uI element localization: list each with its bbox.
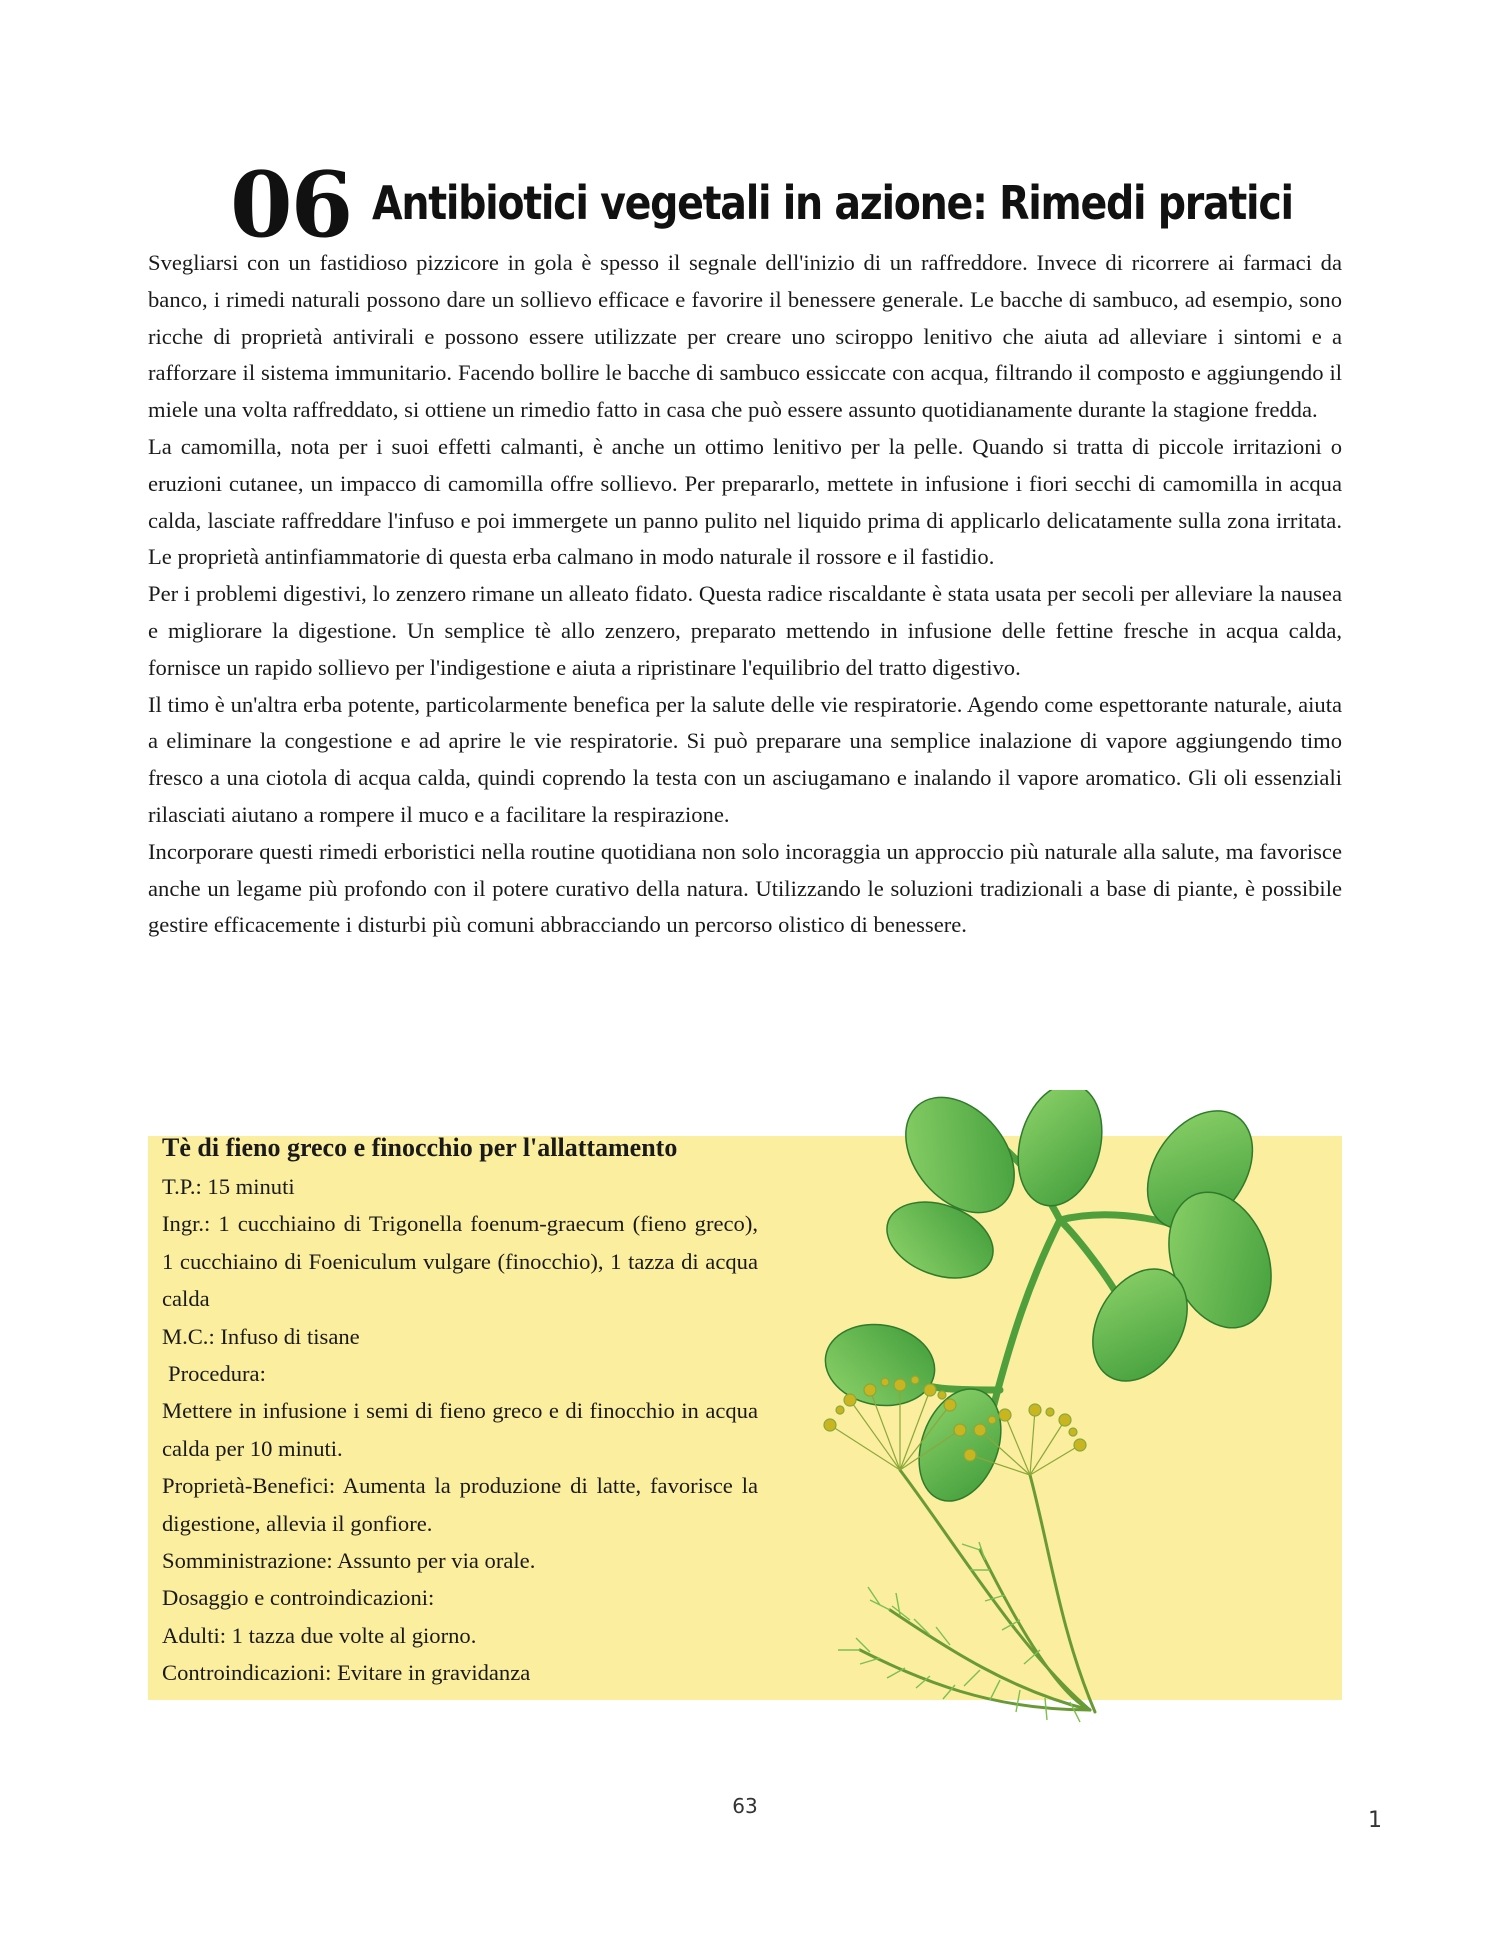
paragraph: Svegliarsi con un fastidioso pizzicore in gola è spesso il segnale dell'inizio di un raffreddore. Invece di ricorrere ai farmaci da banco, i rimedi naturali possono dare un sollievo efficace e favorire il benessere generale. Le bacche di sambuco, ad esempio, sono ricche di proprietà antivirali e possono essere utilizzate per creare uno sciroppo lenitivo che aiuta ad alleviare i sintomi e a rafforzare il sistema immunitario. Facendo bollire le bacche di sambuco essiccate con acqua, filtrando il composto e aggiungendo il miele una volta raffreddato, si ottiene un rimedio fatto in casa che può essere assunto quotidianamente durante la stagione fredda. bbox=[148, 250, 1342, 423]
paragraph: Per i problemi digestivi, lo zenzero rimane un alleato fidato. Questa radice riscaldante è stata usata per secoli per alleviare la nausea e migliorare la digestione. Un semplice tè allo zenzero, preparato mettendo in infusione delle fettine fresche in acqua calda, fornisce un rapido sollievo per l'indigestione e aiuta a ripristinare l'equilibrio del tratto digestivo. bbox=[148, 581, 1342, 680]
paragraph: Incorporare questi rimedi erboristici nella routine quotidiana non solo incoraggia un approccio più naturale alla salute, ma favorisce anche un legame più profondo con il potere curativo della natura. Utilizzando le soluzioni tradizionali a base di piante, è possibile gestire efficacemente i disturbi più comuni abbracciando un percorso olistico di benessere. bbox=[148, 838, 1342, 938]
recipe-procedure: Mettere in infusione i semi di fieno greco e di finocchio in acqua calda per 10 minuti. bbox=[162, 1398, 758, 1461]
fenugreek-fennel-illustration bbox=[760, 1090, 1440, 1760]
recipe-dosage-label: Dosaggio e controindicazioni: bbox=[162, 1585, 435, 1611]
recipe-method: M.C.: Infuso di tisane bbox=[162, 1323, 360, 1349]
recipe-prep-time: T.P.: 15 minuti bbox=[162, 1174, 295, 1199]
fenugreek-leaves bbox=[819, 1090, 1289, 1512]
recipe-contraindications: Controindicazioni: Evitare in gravidanza bbox=[162, 1660, 531, 1686]
recipe-benefits: Proprietà-Benefici: Aumenta la produzione di latte, favorisce la digestione, allevia il gonfiore. bbox=[162, 1473, 758, 1536]
paragraph: La camomilla, nota per i suoi effetti calmanti, è anche un ottimo lenitivo per la pelle. Quando si tratta di piccole irritazioni o eruzioni cutanee, un impacco di camomilla offre sollievo. Per prepararlo, mettete in infusione i fiori secchi di camomilla in acqua calda, lasciate raffreddare l'infuso e poi immergete un panno pulito nel liquido prima di applicarlo delicatamente sulla zona irritata. Le proprietà antinfiammatorie di questa erba calmano in modo naturale il rossore e il fastidio. bbox=[148, 433, 1342, 570]
page-number: 63 bbox=[732, 1794, 758, 1818]
chapter-title: Antibiotici vegetali in azione: Rimedi pratici bbox=[372, 176, 1293, 230]
paragraph: Il timo è un'altra erba potente, particolarmente benefica per la salute delle vie respiratorie. Agendo come espettorante naturale, aiuta a eliminare la congestione e ad aprire le vie respiratorie. Si può preparare una semplice inalazione di vapore aggiungendo timo fresco a una ciotola di acqua calda, quindi coprendo la testa con un asciugamano e inalando il vapore aromatico. Gli oli essenziali rilasciati aiutano a rompere il muco e a facilitare la respirazione. bbox=[148, 691, 1342, 827]
recipe-adults: Adulti: 1 tazza due volte al giorno. bbox=[162, 1622, 477, 1648]
body-text bbox=[148, 245, 1342, 944]
fennel-stems bbox=[860, 1470, 1095, 1712]
recipe-title: Tè di fieno greco e finocchio per l'allattamento bbox=[162, 1133, 678, 1162]
chapter-number: 06 bbox=[230, 152, 352, 258]
recipe-procedure-label: Procedura: bbox=[168, 1361, 266, 1387]
recipe-ingredients: Ingr.: 1 cucchiaino di Trigonella foenum-graecum (fieno greco), 1 cucchiaino di Foeniculum vulgare (finocchio), 1 tazza di acqua calda bbox=[162, 1211, 758, 1312]
sheet-number: 1 bbox=[1368, 1808, 1382, 1833]
recipe-administration: Somministrazione: Assunto per via orale. bbox=[162, 1548, 536, 1574]
recipe-card bbox=[162, 1128, 758, 1692]
